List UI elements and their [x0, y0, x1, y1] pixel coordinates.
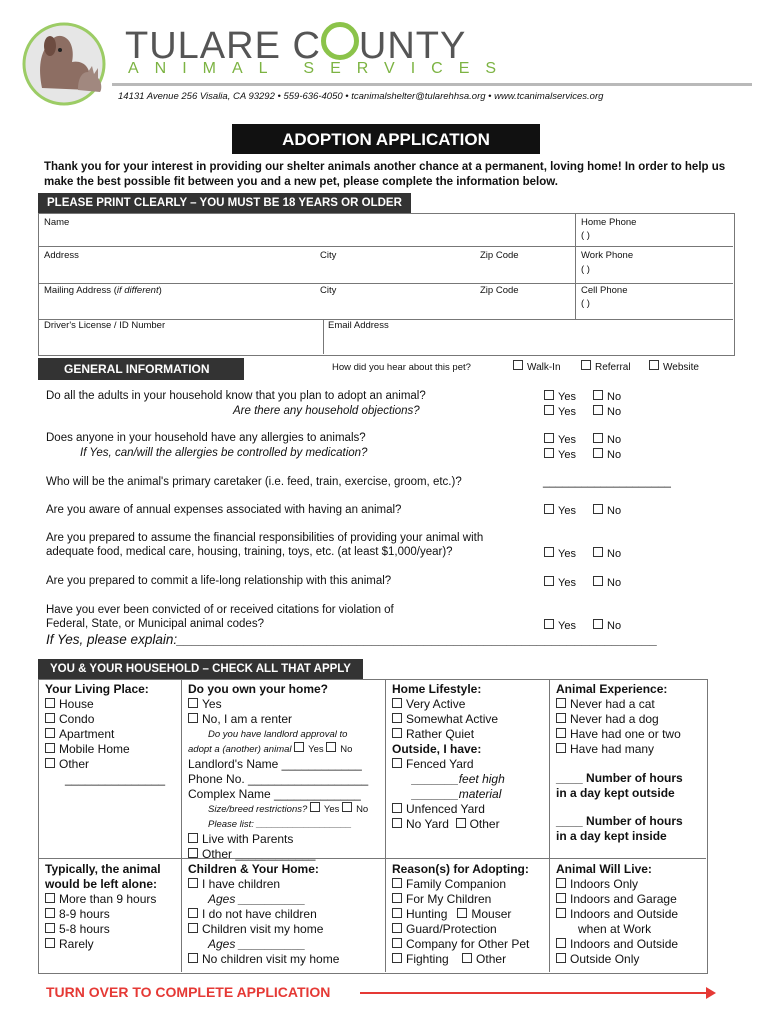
alone-option[interactable]: 5-8 hours — [45, 922, 161, 937]
own-home-group: Do you own your home? Yes No, I am a renter Do you have landlord approval to adopt a (another) animal Yes No Landlord's Name ____________ Phone No. __________________ Complex Name _____________ Size/breed restrictions? Yes No Please list: __________________ Live with Parents Other ____________ — [188, 682, 369, 861]
landlord-approval[interactable]: adopt a (another) animal Yes No — [188, 744, 353, 755]
reason-option[interactable]: Company for Other Pet — [392, 937, 529, 952]
brand-subtitle: ANIMAL SERVICES — [128, 60, 513, 77]
turn-over-note: TURN OVER TO COMPLETE APPLICATION — [46, 984, 331, 1000]
alone-option[interactable]: Rarely — [45, 937, 161, 952]
divider — [549, 679, 550, 972]
complex-name-field[interactable]: Complex Name _____________ — [188, 787, 361, 801]
yes-checkbox[interactable]: Yes — [544, 433, 576, 446]
mailing-address-field[interactable]: Mailing Address (if different) — [44, 285, 162, 296]
no-checkbox[interactable]: No — [593, 619, 621, 632]
experience-option[interactable]: Never had a dog — [556, 712, 683, 727]
divider — [323, 319, 324, 354]
zip-field-2[interactable]: Zip Code — [480, 285, 519, 296]
have-children-checkbox[interactable]: I have children — [188, 877, 339, 892]
children-group: Children & Your Home: I have children Ages __________ I do not have children Children visit my home Ages __________ No children visit my home — [188, 862, 340, 966]
license-field[interactable]: Driver's License / ID Number — [44, 320, 166, 331]
arrow-right-icon — [706, 987, 716, 999]
reason-option[interactable]: Hunting Mouser — [392, 907, 529, 922]
no-children-checkbox[interactable]: I do not have children — [188, 907, 339, 922]
divider — [38, 246, 733, 247]
intro-text: Thank you for your interest in providing our shelter animals another chance at a permanent, loving home! In order to help us make the best possible fit between you and a new pet, please complete the information below. — [44, 161, 726, 188]
no-yard-checkbox[interactable]: No Yard Other — [392, 817, 505, 832]
no-checkbox[interactable]: No — [593, 390, 621, 403]
q-allergies: Does anyone in your household have any allergies to animals? — [46, 432, 366, 444]
experience-group: Animal Experience: Never had a cat Never had a dog Have had one or two Have had many ____ Number of hours in a day kept outside ____ Number of hours in a day kept inside — [556, 682, 683, 843]
q-medication: If Yes, can/will the allergies be controlled by medication? — [80, 447, 368, 459]
city-field[interactable]: City — [320, 250, 337, 261]
caretaker-line[interactable]: ____________________ — [543, 476, 671, 488]
header-divider — [112, 83, 752, 86]
divider — [575, 213, 576, 319]
q-caretaker: Who will be the animal's primary caretaker (i.e. feed, train, exercise, groom, etc.)? — [46, 476, 462, 488]
yes-checkbox[interactable]: Yes — [544, 390, 576, 403]
landlord-name-field[interactable]: Landlord's Name ____________ — [188, 757, 362, 771]
hours-outside-field[interactable]: ____ Number of hours — [556, 771, 683, 785]
q-expenses: Are you aware of annual expenses associated with having an animal? — [46, 504, 402, 516]
lifestyle-group: Home Lifestyle: Very Active Somewhat Active Rather Quiet Outside, I have: Fenced Yard _______feet high _______material Unfenced Yard No Yard Other — [392, 682, 505, 831]
q-objections: Are there any household objections? — [233, 405, 420, 417]
living-option[interactable]: Mobile Home — [45, 742, 165, 757]
reason-option[interactable]: Guard/Protection — [392, 922, 529, 937]
q-financial-1: Are you prepared to assume the financial responsibilities of providing your animal with — [46, 532, 484, 544]
no-checkbox[interactable]: No — [593, 576, 621, 589]
q-convicted-1: Have you ever been convicted of or received citations for violation of — [46, 604, 394, 616]
cell-phone-field[interactable]: Cell Phone — [581, 285, 628, 296]
paw-icon — [321, 22, 359, 60]
shelter-logo — [20, 18, 112, 106]
page-title: ADOPTION APPLICATION — [232, 124, 540, 154]
living-option[interactable]: House — [45, 697, 165, 712]
reason-option[interactable]: Fighting Other — [392, 952, 529, 967]
living-option[interactable]: Apartment — [45, 727, 165, 742]
divider — [385, 679, 386, 972]
living-place-group: Your Living Place: House Condo Apartment Mobile Home Other _______________ — [45, 682, 166, 786]
live-option[interactable]: Indoors and Garage — [556, 892, 678, 907]
living-option[interactable]: Other — [45, 757, 165, 772]
experience-option[interactable]: Have had one or two — [556, 727, 683, 742]
q-convicted-2: Federal, State, or Municipal animal codes? — [46, 618, 264, 630]
phone-paren: ( ) — [581, 264, 590, 275]
reasons-group: Reason(s) for Adopting: Family Companion For My Children Hunting Mouser Guard/Protection Company for Other Pet Fighting Other — [392, 862, 530, 966]
walkin-checkbox[interactable]: Walk-In — [513, 360, 561, 373]
own-other-checkbox[interactable]: Other ____________ — [188, 847, 368, 862]
yes-checkbox[interactable]: Yes — [544, 448, 576, 461]
zip-field[interactable]: Zip Code — [480, 250, 519, 261]
section-bar-household: YOU & YOUR HOUSEHOLD – CHECK ALL THAT APPLY — [38, 659, 363, 679]
own-no-checkbox[interactable]: No, I am a renter — [188, 712, 368, 727]
children-visit-checkbox[interactable]: Children visit my home — [188, 922, 339, 937]
phone-no-field[interactable]: Phone No. __________________ — [188, 772, 369, 786]
phone-paren: ( ) — [581, 298, 590, 309]
referral-checkbox[interactable]: Referral — [581, 360, 631, 373]
yes-checkbox[interactable]: Yes — [544, 547, 576, 560]
living-option[interactable]: Condo — [45, 712, 165, 727]
contact-line: 14131 Avenue 256 Visalia, CA 93292 • 559-636-4050 • tcanimalshelter@tularehhsa.org • www.tcanimalservices.org — [118, 91, 604, 102]
unfenced-yard-checkbox[interactable]: Unfenced Yard — [392, 802, 505, 817]
alone-option[interactable]: More than 9 hours — [45, 892, 161, 907]
hear-about-label: How did you hear about this pet? — [332, 362, 471, 373]
live-option[interactable]: Indoors Only — [556, 877, 678, 892]
section-bar-general: GENERAL INFORMATION — [38, 358, 244, 380]
q-commit: Are you prepared to commit a life-long relationship with this animal? — [46, 575, 392, 587]
animal-live-group: Animal Will Live: Indoors Only Indoors and Garage Indoors and Outside when at Work Indoors and Outside Outside Only — [556, 862, 679, 966]
work-phone-field[interactable]: Work Phone — [581, 250, 634, 261]
lifestyle-option[interactable]: Somewhat Active — [392, 712, 505, 727]
fenced-yard-checkbox[interactable]: Fenced Yard — [392, 757, 505, 772]
divider — [38, 858, 706, 859]
yes-checkbox[interactable]: Yes — [544, 619, 576, 632]
q-explain[interactable]: If Yes, please explain:________________________________________________________________ — [46, 632, 658, 647]
live-parents-checkbox[interactable]: Live with Parents — [188, 832, 368, 847]
no-checkbox[interactable]: No — [593, 433, 621, 446]
hours-inside-field[interactable]: ____ Number of hours — [556, 814, 683, 828]
lifestyle-option[interactable]: Rather Quiet — [392, 727, 505, 742]
live-option[interactable]: Indoors and Outside — [556, 907, 678, 922]
home-phone-field[interactable]: Home Phone — [581, 217, 637, 228]
section-bar-print-clearly: PLEASE PRINT CLEARLY – YOU MUST BE 18 YEARS OR OLDER — [38, 193, 411, 213]
website-checkbox[interactable]: Website — [649, 360, 699, 373]
lifestyle-option[interactable]: Very Active — [392, 697, 505, 712]
no-visit-checkbox[interactable]: No children visit my home — [188, 952, 339, 967]
size-restrictions[interactable]: Size/breed restrictions? Yes No — [208, 804, 369, 815]
reason-option[interactable]: Family Companion — [392, 877, 529, 892]
left-alone-group: Typically, the animal would be left alone: More than 9 hours 8-9 hours 5-8 hours Rarely — [45, 862, 161, 951]
city-field-2[interactable]: City — [320, 285, 337, 296]
arrow-line — [360, 992, 710, 994]
no-checkbox[interactable]: No — [593, 547, 621, 560]
live-option[interactable]: Outside Only — [556, 952, 678, 967]
no-checkbox[interactable]: No — [593, 504, 621, 517]
no-checkbox[interactable]: No — [593, 405, 621, 418]
address-field[interactable]: Address — [44, 250, 79, 261]
own-yes-checkbox[interactable]: Yes — [188, 697, 368, 712]
phone-paren: ( ) — [581, 230, 590, 241]
alone-option[interactable]: 8-9 hours — [45, 907, 161, 922]
q-adults-know: Do all the adults in your household know that you plan to adopt an animal? — [46, 390, 426, 402]
divider — [181, 679, 182, 972]
q-financial-2: adequate food, medical care, housing, training, toys, etc. (at least $1,000/year)? — [46, 546, 453, 558]
yes-checkbox[interactable]: Yes — [544, 576, 576, 589]
reason-option[interactable]: For My Children — [392, 892, 529, 907]
no-checkbox[interactable]: No — [593, 448, 621, 461]
live-option[interactable]: Indoors and Outside — [556, 937, 678, 952]
email-field[interactable]: Email Address — [328, 320, 389, 331]
divider — [38, 283, 733, 284]
experience-option[interactable]: Have had many — [556, 742, 683, 757]
experience-option[interactable]: Never had a cat — [556, 697, 683, 712]
name-field[interactable]: Name — [44, 217, 70, 228]
yes-checkbox[interactable]: Yes — [544, 504, 576, 517]
brand-title: TULARE C UNTY — [125, 22, 466, 68]
yes-checkbox[interactable]: Yes — [544, 405, 576, 418]
